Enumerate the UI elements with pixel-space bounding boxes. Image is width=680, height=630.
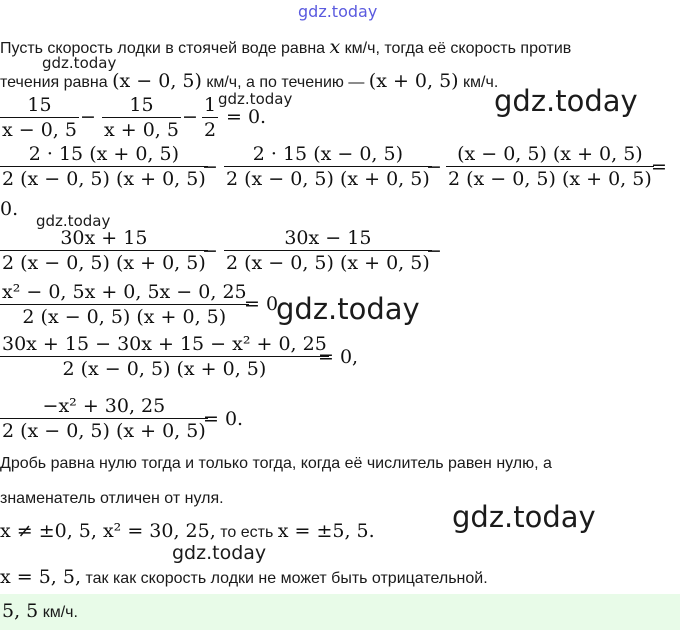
- conclusion-text: так как скорость лодки не может быть отрицательной.: [81, 570, 488, 587]
- watermark-6: gdz.today: [452, 500, 596, 534]
- watermark-1: gdz.today: [42, 54, 117, 72]
- eq1-fraction-2: 15 x + 0, 5: [104, 94, 179, 141]
- eq3-fraction-1: 30x + 15 2 (x − 0, 5) (x + 0, 5): [2, 227, 206, 274]
- answer-line: [2, 600, 78, 622]
- eq2-fraction-3: (x − 0, 5) (x + 0, 5) 2 (x − 0, 5) (x + 0, 5): [448, 143, 652, 190]
- eq3-fraction-2: 30x − 15 2 (x − 0, 5) (x + 0, 5): [226, 227, 430, 274]
- intro-line-2: [0, 70, 498, 92]
- condition-math-2: x = ±5, 5.: [277, 520, 375, 542]
- speed-along-current: (x + 0, 5): [368, 70, 459, 92]
- condition-text: то есть: [215, 524, 278, 541]
- intro-text-c: течения равна: [0, 74, 113, 91]
- watermark-7: gdz.today: [172, 542, 267, 564]
- watermark-top: gdz.today: [298, 2, 378, 21]
- eq2-minus-2: −: [426, 156, 442, 178]
- eq2-minus-1: −: [202, 156, 218, 178]
- conclusion-line: [0, 566, 488, 588]
- answer-box: [0, 594, 680, 630]
- rule-line-1: Дробь равна нулю тогда и только тогда, когда её числитель равен нулю, а: [0, 455, 552, 472]
- eq4-rhs: = 0,: [318, 346, 359, 368]
- eq3-minus-2: −: [426, 240, 442, 262]
- eq2-fraction-1: 2 · 15 (x + 0, 5) 2 (x − 0, 5) (x + 0, 5): [2, 143, 206, 190]
- intro-var-x: x: [329, 36, 341, 58]
- intro-text-b: км/ч, тогда её скорость против: [340, 40, 572, 57]
- eq3-minus-1: −: [202, 240, 218, 262]
- eq2-equals: =: [651, 156, 667, 178]
- eq5-rhs: = 0.: [203, 408, 244, 430]
- eq3-fraction-3: x² − 0, 5x + 0, 5x − 0, 25 2 (x − 0, 5) (x + 0, 5): [2, 281, 247, 328]
- eq1-rhs: = 0.: [226, 106, 267, 128]
- watermark-4: gdz.today: [36, 212, 111, 230]
- answer-value: 5, 5: [2, 600, 39, 622]
- watermark-3: gdz.today: [494, 84, 638, 118]
- eq1-fraction-1: 15 x − 0, 5: [2, 94, 77, 141]
- watermark-5: gdz.today: [276, 292, 420, 326]
- condition-line: [0, 520, 375, 542]
- eq2-zero: 0.: [0, 198, 19, 220]
- eq5-fraction: −x² + 30, 25 2 (x − 0, 5) (x + 0, 5): [2, 395, 206, 442]
- condition-math-1: x ≠ ±0, 5, x² = 30, 25,: [0, 520, 216, 542]
- eq1-fraction-3: 1 2: [204, 94, 217, 141]
- conclusion-math: x = 5, 5,: [0, 566, 82, 588]
- eq2-fraction-2: 2 · 15 (x − 0, 5) 2 (x − 0, 5) (x + 0, 5): [226, 143, 430, 190]
- eq3-rhs: = 0: [244, 293, 279, 315]
- speed-against-current: (x − 0, 5): [112, 70, 202, 92]
- eq1-minus-1: −: [80, 106, 96, 128]
- intro-text-e: км/ч.: [458, 74, 499, 91]
- eq4-fraction: 30x + 15 − 30x + 15 − x² + 0, 25 2 (x − 0, 5) (x + 0, 5): [2, 333, 327, 380]
- answer-unit: км/ч.: [38, 604, 78, 621]
- eq1-minus-2: −: [182, 106, 198, 128]
- watermark-2: gdz.today: [218, 90, 293, 108]
- rule-line-2: знаменатель отличен от нуля.: [0, 490, 224, 507]
- intro-text-a: Пусть скорость лодки в стоячей воде равна: [0, 40, 330, 57]
- intro-text-d: км/ч, а по течению —: [201, 74, 369, 91]
